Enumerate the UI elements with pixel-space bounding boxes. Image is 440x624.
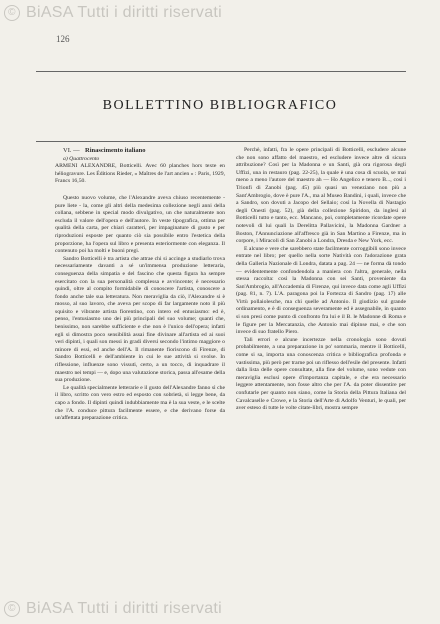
section-title: Rinascimento italiano	[85, 147, 146, 154]
left-paragraph-1: Questo nuovo volume, che l'Alexandre aveva chiuso recentemente - pure liete - la, come gli altri della medesima collezione negli anni della collana, sebbene in special modo divulgativo, un che naturalmente non escluda il valore dell'opera e dell'autore. In veste tipografica, ottima per qualità della carta, per chiari caratteri, per impaginature di gusto e per riproduzioni esposte per quanto ciò sia possibile entro l'estetica della proporzione, ha l'opera sul libro e presenta esteriormente con eleganza. Il contenuto poi ha molti e buoni pregi.	[55, 194, 225, 255]
subsection-title: a) Quattrocento	[63, 155, 100, 162]
watermark-text: BiASA Tutti i diritti riservati	[26, 600, 223, 617]
section-number: VI. —	[63, 147, 80, 154]
section-heading	[55, 147, 225, 156]
left-paragraph-2: Sandro Botticelli è tra artista che attrae chi si accinge a studiarlo trova necessariamente davanti a sé un'immensa produzione letteraria, conseguenza della simpatia e del fascino che questa figura ha sempre esercitato con la sua personalità complessa e avvincente; è necessario quindi, oltre al compito formidabile di conoscere l'artista, conoscere a fondo anche tale sua letteratura. Non meraviglia da ciò, l'Alexandre si è mosso, al suo lavoro, che aveva per scopo di far largamente noto il più squisito e vibrante artista fiorentino, con intero ed entusiasmo: ed è, penso, l'entusiasmo uno dei più principali del suo volume; quanti che, benissimo, non sarebbe sufficiente e che non è l'unico dell'opera; infatti egli si dimostra poco sensibilità assai fine divinare all'artista ed ai suoi veri dipinti, i quali son messi in gradi diversi secondo l'intimo maggiore o minore di essi, ed anche dell'A. Il rimanente fioriscono di Firenze, di Sandro Botticelli e dell'ambiente in cui le sue attività si svolse. In riflessione, influenze sono vissuti, certo, a un tocco, di inquadrare il maestro nei tempi — e, dopo una valutazione storica, passa all'esame della sua produzione.	[55, 255, 225, 384]
right-paragraph-3: Tali errori e alcune incertezze nella cronologia sono dovuti probabilmente, a una preparazione in po' sommaria, mentre il Botticelli, come si sa, importa una conoscenza critica e bibliografica profonda e vastissima, più però per trarne poi un riflesso dell'esile del presente. Infatti dalla lista delle opere consultate, alla fine del volume, sono vedute con meraviglia esclusi opere d'importanza capitale, e che era necessario leggere attentamente, non fosse altro che per l'A. da poter dissentire per confutarle per quanto non siano, come la Storia della Pittura Italiana del Cavalcaselle e Crowe, e la Storia dell'Arte di Adolfo Venturi, le quali, per aver esteso di tutte le volte citate-libri, mostra sempre	[236, 336, 406, 412]
top-rule	[36, 71, 406, 72]
page-title: BOLLETTINO BIBLIOGRAFICO	[102, 98, 338, 113]
left-paragraph-3: Le qualità specialmente letterarie e il gusto dell'Alexandre fanno sì che il libro, scritto con vero estro ed esposto con sobrietà, si legge bene, da capo a fondo. Il dipinti quindi indubbiamente ma è la sua veste, e le scelte che l'A. conduce pittura facilmente essere, e che derivano forse da un'affettata preparazione critica.	[55, 384, 225, 422]
copyright-icon: ©	[4, 601, 20, 617]
watermark-bottom	[0, 600, 440, 618]
watermark-text: BiASA Tutti i diritti riservati	[26, 4, 223, 21]
page-number: 126	[56, 34, 70, 44]
watermark-top	[0, 4, 440, 22]
right-paragraph-2: E alcune e vere che sarebbero state facilmente corroggibili sono invece entrate nel libro; per quello nella sorte Natività con l'adorazione grata della Galleria Nazionale di Londra, datata a pag. 24 — ne forma dà tondo — evidentemente confondendola a maniera con l'altra, generale, nella stessa raccolta: così la Madonna con sei Santi, proveniente da San'Ambrogio, all'Accademia di Firenze, qui invece data come agli Uffizi (pag. 81, n. 7). L'A. paragona poi la Fortezza di Sandro (pag. 17) alle Virtù pollaiolesche, ma chi quelle ad Antonio. Il giudizio sul grande ordinamento, e è di conseguenza severamente ed è assegnabile, in quanto si son presi come punto di confronto fra lui e il B. le Madonne di Roma e le figure per la Mercatanzia, che Antonio mai dipinse mai, e che son invece di suo fratello Piero.	[236, 245, 406, 336]
right-column	[236, 147, 406, 413]
copyright-icon: ©	[4, 5, 20, 21]
book-reference: ARMENI ALEXANDRE, Botticelli. Avec 60 planches hors texte en héliogravure. Les Éditions Rieder, « Maîtres de l'art ancien » : Paris, 1929, Francs 16,50.	[55, 163, 225, 185]
right-paragraph-1: Perchè, infatti, fra le opere principali di Botticelli, escludere alcune che non sono affatto del maestro, ed escludere invece altre di sicura attribuzione? Così per la Madonna e un Santi, già ora rigorosa degli Uffizi, una in restauro (pag. 22-25), la quale è una cosa di scuola, se mai meno a meno l'autore del maestro ah — Ho Angelico e tenero B..., così i Trionfi di Zanobi (pag. 45) più quasi un veneziano non più a Sant'Ambrogio, dove è pure l'A., ma al Museo Bandini, i quali, invece che a Sandro, son dovuti a Jacopo del Sellaio; così la Novella di Nastagio degli Onesti (pag. 52), già della collezione Spiridon, da inglesi al Botticelli tutto e tanto, ecc. Mancano, poi, completamente ricordate opere notevoli di lui quali la Derelitta Pallavicini, la Madonna Gardner a Boston, l'Annunciazione all'affresco già in San Martino a Firenze, ma in corpore, i Miracoli di San Zanobi a Londra, Dresda e New York, ecc.	[236, 147, 406, 245]
left-column	[55, 147, 225, 423]
bottom-rule	[36, 141, 406, 142]
